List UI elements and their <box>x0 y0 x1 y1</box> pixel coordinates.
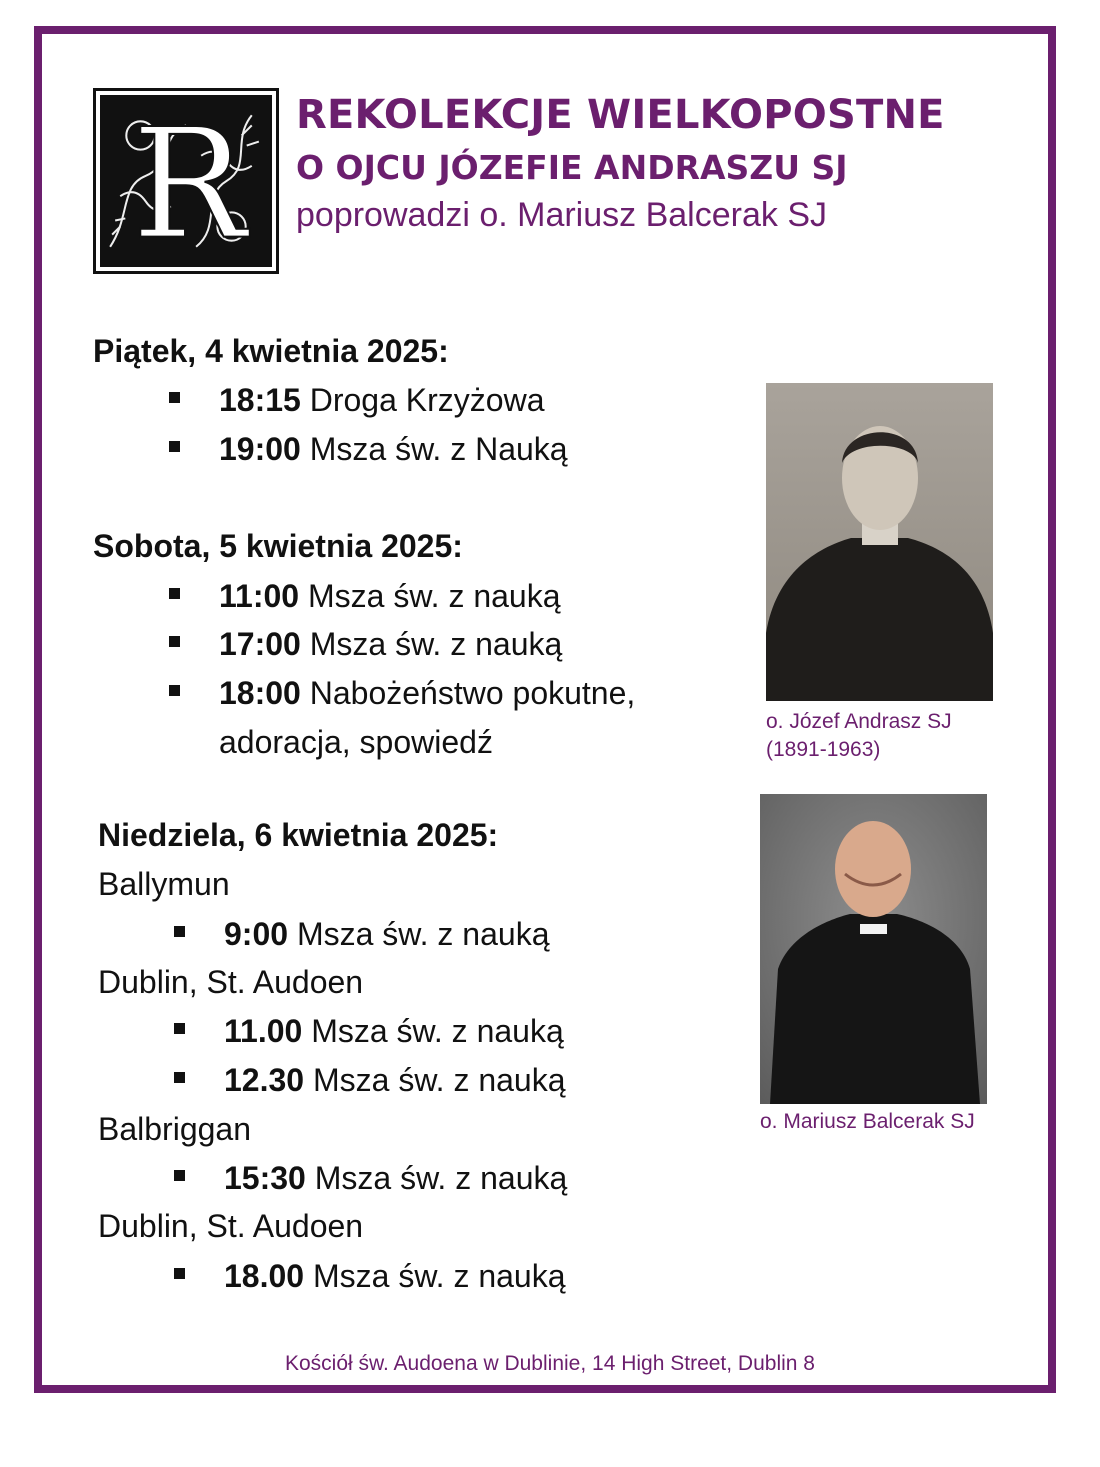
bullet-icon <box>169 588 180 599</box>
schedule-item: 12.30 Msza św. z nauką <box>224 1062 566 1099</box>
portrait-balcerak <box>760 794 987 1104</box>
bullet-icon <box>174 1170 185 1181</box>
bullet-icon <box>169 636 180 647</box>
bullet-icon <box>169 392 180 403</box>
schedule-item: 18:00 Nabożeństwo pokutne, <box>219 675 635 712</box>
saturday-heading: Sobota, 5 kwietnia 2025: <box>93 528 463 564</box>
ornament-icon <box>100 95 272 267</box>
schedule-item: 18.00 Msza św. z nauką <box>224 1258 566 1295</box>
caption-balcerak: o. Mariusz Balcerak SJ <box>760 1110 975 1133</box>
bullet-icon <box>169 441 180 452</box>
bullet-icon <box>174 926 185 937</box>
caption-andrasz-name: o. Józef Andrasz SJ <box>766 710 952 733</box>
portrait-andrasz <box>766 383 993 701</box>
subtitle: poprowadzi o. Mariusz Balcerak SJ <box>296 196 828 234</box>
location-label: Dublin, St. Audoen <box>98 1208 364 1244</box>
title-line-1: REKOLEKCJE WIELKOPOSTNE <box>296 92 945 138</box>
bullet-icon <box>174 1072 185 1083</box>
schedule-item: 15:30 Msza św. z nauką <box>224 1160 567 1197</box>
schedule-item: 9:00 Msza św. z nauką <box>224 916 549 953</box>
schedule-item: 19:00 Msza św. z Nauką <box>219 431 568 468</box>
decorative-initial-logo <box>93 88 279 274</box>
location-label: Dublin, St. Audoen <box>98 964 364 1000</box>
sunday-heading: Niedziela, 6 kwietnia 2025: <box>98 817 499 853</box>
location-label: Ballymun <box>98 866 230 902</box>
footer-address: Kościół św. Audoena w Dublinie, 14 High Street, Dublin 8 <box>285 1352 815 1375</box>
title-line-2: O OJCU JÓZEFIE ANDRASZU SJ <box>296 148 848 187</box>
schedule-item: 11.00 Msza św. z nauką <box>224 1013 564 1050</box>
location-label: Balbriggan <box>98 1111 251 1147</box>
schedule-item-continuation: adoracja, spowiedź <box>219 724 493 760</box>
caption-andrasz-years: (1891-1963) <box>766 738 881 761</box>
schedule-item: 11:00 Msza św. z nauką <box>219 578 561 615</box>
bullet-icon <box>174 1023 185 1034</box>
schedule-item: 17:00 Msza św. z nauką <box>219 626 562 663</box>
schedule-item: 18:15 Droga Krzyżowa <box>219 382 544 419</box>
bullet-icon <box>174 1268 185 1279</box>
bullet-icon <box>169 685 180 696</box>
friday-heading: Piątek, 4 kwietnia 2025: <box>93 333 449 369</box>
svg-text:R: R <box>131 95 247 267</box>
